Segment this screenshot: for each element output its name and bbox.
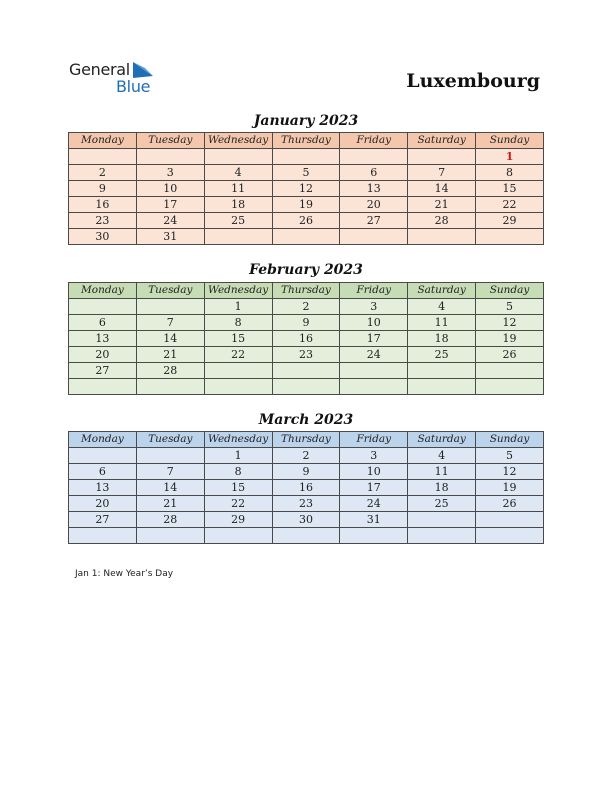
weekday-header: Sunday: [476, 432, 544, 448]
week-row: [69, 464, 544, 480]
day-cell: 12: [476, 315, 544, 331]
day-cell: 27: [69, 363, 137, 379]
day-cell: 3: [340, 299, 408, 315]
week-row: [69, 197, 544, 213]
weekday-header: Thursday: [272, 133, 340, 149]
day-cell: [272, 229, 340, 245]
weekday-header-row: [69, 432, 544, 448]
day-cell: 20: [69, 347, 137, 363]
day-cell: 31: [136, 229, 204, 245]
day-cell: 16: [272, 480, 340, 496]
day-cell: [340, 528, 408, 544]
day-cell: 23: [272, 496, 340, 512]
day-cell: 14: [136, 480, 204, 496]
day-cell: [136, 528, 204, 544]
day-cell: 26: [272, 213, 340, 229]
day-cell: [69, 299, 137, 315]
week-row: [69, 496, 544, 512]
day-cell: 1: [476, 149, 544, 165]
day-cell: 19: [476, 480, 544, 496]
day-cell: 26: [476, 496, 544, 512]
day-cell: 29: [476, 213, 544, 229]
day-cell: 2: [272, 299, 340, 315]
week-row: [69, 347, 544, 363]
day-cell: 14: [136, 331, 204, 347]
day-cell: [476, 379, 544, 395]
day-cell: 10: [340, 315, 408, 331]
day-cell: 18: [204, 197, 272, 213]
week-row: [69, 448, 544, 464]
day-cell: 8: [204, 315, 272, 331]
day-cell: [340, 149, 408, 165]
day-cell: 24: [340, 347, 408, 363]
holiday-note: Jan 1: New Year’s Day: [75, 569, 174, 579]
day-cell: 18: [408, 480, 476, 496]
weekday-header: Saturday: [408, 283, 476, 299]
weekday-header: Tuesday: [136, 133, 204, 149]
day-cell: 13: [69, 480, 137, 496]
weekday-header: Tuesday: [136, 432, 204, 448]
day-cell: [476, 363, 544, 379]
weekday-header: Sunday: [476, 133, 544, 149]
day-cell: 4: [204, 165, 272, 181]
month-title: January 2023: [253, 113, 359, 129]
day-cell: 20: [340, 197, 408, 213]
day-cell: 21: [136, 496, 204, 512]
week-row: [69, 181, 544, 197]
day-cell: 19: [476, 331, 544, 347]
day-cell: [204, 363, 272, 379]
month-calendar-january: [68, 132, 544, 245]
day-cell: 22: [204, 496, 272, 512]
day-cell: 15: [476, 181, 544, 197]
day-cell: [408, 528, 476, 544]
weekday-header: Sunday: [476, 283, 544, 299]
week-row: [69, 331, 544, 347]
day-cell: [408, 379, 476, 395]
day-cell: 3: [340, 448, 408, 464]
day-cell: 12: [272, 181, 340, 197]
day-cell: 17: [340, 331, 408, 347]
weekday-header: Friday: [340, 432, 408, 448]
week-row: [69, 229, 544, 245]
day-cell: [136, 299, 204, 315]
day-cell: 19: [272, 197, 340, 213]
general-blue-logo: [68, 60, 168, 100]
day-cell: 22: [476, 197, 544, 213]
weekday-header: Monday: [69, 133, 137, 149]
day-cell: [340, 379, 408, 395]
day-cell: [136, 379, 204, 395]
day-cell: 9: [272, 464, 340, 480]
day-cell: 25: [408, 347, 476, 363]
day-cell: 16: [272, 331, 340, 347]
day-cell: 5: [476, 299, 544, 315]
day-cell: 13: [69, 331, 137, 347]
week-row: [69, 363, 544, 379]
week-row: [69, 315, 544, 331]
day-cell: 2: [69, 165, 137, 181]
day-cell: 15: [204, 331, 272, 347]
day-cell: [69, 379, 137, 395]
day-cell: [476, 229, 544, 245]
day-cell: 9: [69, 181, 137, 197]
day-cell: 6: [69, 464, 137, 480]
day-cell: [69, 149, 137, 165]
month-title: February 2023: [249, 262, 363, 278]
logo-word-blue: Blue: [116, 77, 151, 96]
day-cell: 14: [408, 181, 476, 197]
day-cell: [408, 512, 476, 528]
country-title: Luxembourg: [406, 70, 540, 92]
weekday-header: Friday: [340, 133, 408, 149]
day-cell: 17: [340, 480, 408, 496]
day-cell: 4: [408, 299, 476, 315]
day-cell: 10: [136, 181, 204, 197]
day-cell: 23: [69, 213, 137, 229]
day-cell: 24: [136, 213, 204, 229]
week-row: [69, 512, 544, 528]
day-cell: 16: [69, 197, 137, 213]
day-cell: 31: [340, 512, 408, 528]
day-cell: [69, 448, 137, 464]
day-cell: 15: [204, 480, 272, 496]
weekday-header: Wednesday: [204, 283, 272, 299]
day-cell: [204, 379, 272, 395]
day-cell: [340, 363, 408, 379]
day-cell: 20: [69, 496, 137, 512]
day-cell: 27: [69, 512, 137, 528]
week-row: [69, 299, 544, 315]
weekday-header: Saturday: [408, 432, 476, 448]
day-cell: 8: [204, 464, 272, 480]
day-cell: 5: [272, 165, 340, 181]
day-cell: 11: [204, 181, 272, 197]
day-cell: [408, 363, 476, 379]
day-cell: [272, 363, 340, 379]
day-cell: 30: [69, 229, 137, 245]
day-cell: 1: [204, 299, 272, 315]
weekday-header: Wednesday: [204, 432, 272, 448]
month-calendar-march: [68, 431, 544, 544]
day-cell: 11: [408, 315, 476, 331]
weekday-header: Monday: [69, 432, 137, 448]
day-cell: [204, 528, 272, 544]
day-cell: 28: [408, 213, 476, 229]
weekday-header-row: [69, 133, 544, 149]
day-cell: 24: [340, 496, 408, 512]
day-cell: 27: [340, 213, 408, 229]
day-cell: 1: [204, 448, 272, 464]
week-row: [69, 213, 544, 229]
week-row: [69, 379, 544, 395]
week-row: [69, 165, 544, 181]
day-cell: 5: [476, 448, 544, 464]
day-cell: 7: [136, 464, 204, 480]
weekday-header: Friday: [340, 283, 408, 299]
logo-word-general: General: [69, 60, 130, 79]
week-row: [69, 480, 544, 496]
day-cell: [272, 379, 340, 395]
day-cell: 17: [136, 197, 204, 213]
day-cell: 25: [408, 496, 476, 512]
weekday-header: Saturday: [408, 133, 476, 149]
day-cell: 21: [136, 347, 204, 363]
week-row: [69, 528, 544, 544]
day-cell: [272, 149, 340, 165]
day-cell: 8: [476, 165, 544, 181]
day-cell: [204, 229, 272, 245]
day-cell: 2: [272, 448, 340, 464]
month-calendar-february: [68, 282, 544, 395]
day-cell: [340, 229, 408, 245]
day-cell: 4: [408, 448, 476, 464]
day-cell: 6: [340, 165, 408, 181]
month-title: March 2023: [258, 412, 354, 428]
day-cell: 3: [136, 165, 204, 181]
day-cell: 9: [272, 315, 340, 331]
day-cell: 11: [408, 464, 476, 480]
day-cell: 30: [272, 512, 340, 528]
week-row: [69, 149, 544, 165]
day-cell: 10: [340, 464, 408, 480]
day-cell: [204, 149, 272, 165]
day-cell: 13: [340, 181, 408, 197]
day-cell: 23: [272, 347, 340, 363]
weekday-header: Monday: [69, 283, 137, 299]
weekday-header: Thursday: [272, 283, 340, 299]
day-cell: 28: [136, 363, 204, 379]
day-cell: 7: [408, 165, 476, 181]
day-cell: 22: [204, 347, 272, 363]
day-cell: 7: [136, 315, 204, 331]
day-cell: 29: [204, 512, 272, 528]
day-cell: 28: [136, 512, 204, 528]
weekday-header: Thursday: [272, 432, 340, 448]
day-cell: [476, 528, 544, 544]
day-cell: 18: [408, 331, 476, 347]
weekday-header: Tuesday: [136, 283, 204, 299]
day-cell: 6: [69, 315, 137, 331]
day-cell: [272, 528, 340, 544]
day-cell: [408, 149, 476, 165]
day-cell: [136, 448, 204, 464]
weekday-header: Wednesday: [204, 133, 272, 149]
day-cell: [69, 528, 137, 544]
day-cell: 12: [476, 464, 544, 480]
day-cell: 26: [476, 347, 544, 363]
weekday-header-row: [69, 283, 544, 299]
day-cell: [476, 512, 544, 528]
logo-flag-icon: [133, 62, 155, 78]
day-cell: [408, 229, 476, 245]
day-cell: 25: [204, 213, 272, 229]
day-cell: 21: [408, 197, 476, 213]
day-cell: [136, 149, 204, 165]
